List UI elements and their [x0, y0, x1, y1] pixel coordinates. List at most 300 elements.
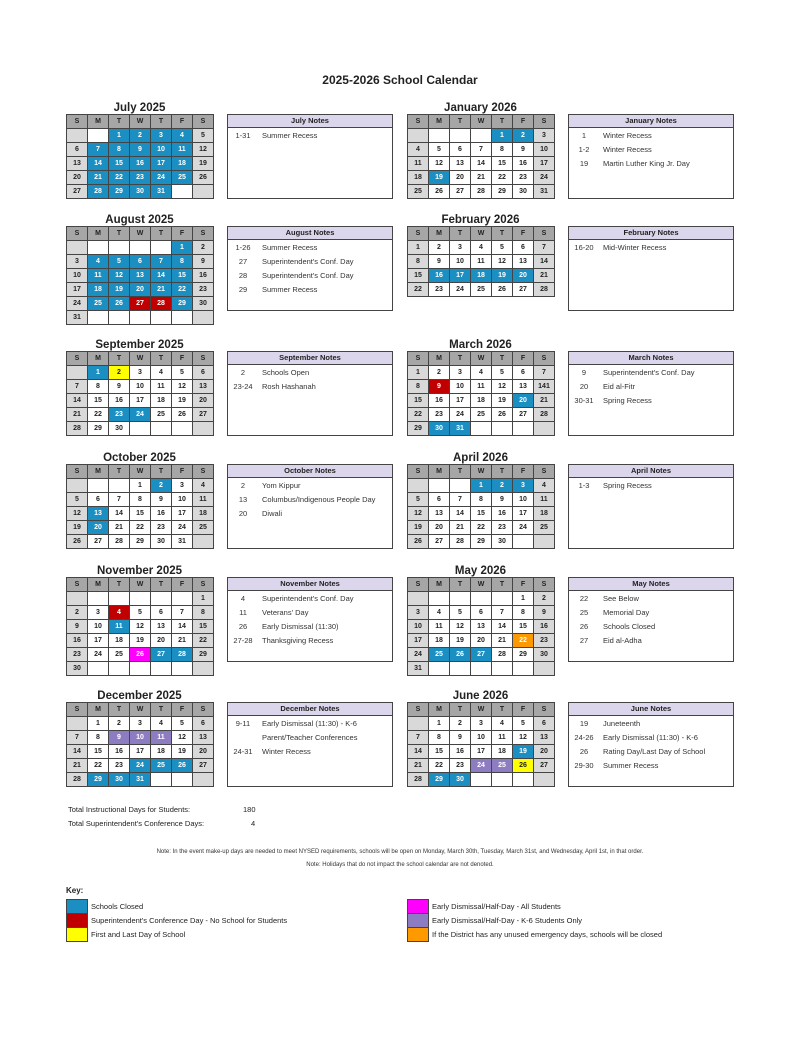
day-cell[interactable]: 12 [450, 620, 470, 633]
day-cell[interactable]: 26 [450, 648, 470, 661]
day-cell[interactable]: 14 [534, 255, 554, 268]
day-cell[interactable]: 4 [471, 366, 491, 379]
day-cell[interactable]: 24 [130, 408, 150, 421]
day-cell[interactable]: 7 [408, 731, 428, 744]
day-cell[interactable]: 23 [534, 634, 554, 647]
day-cell[interactable]: 8 [88, 380, 108, 393]
day-cell[interactable]: 28 [67, 422, 87, 435]
day-cell[interactable]: 19 [67, 521, 87, 534]
day-cell[interactable]: 1 [109, 129, 129, 142]
day-cell[interactable]: 22 [109, 171, 129, 184]
day-cell[interactable]: 18 [429, 634, 449, 647]
day-cell[interactable]: 23 [130, 171, 150, 184]
day-cell[interactable]: 11 [109, 620, 129, 633]
day-cell[interactable]: 9 [109, 731, 129, 744]
day-cell[interactable]: 28 [67, 773, 87, 786]
day-cell[interactable]: 26 [492, 283, 512, 296]
day-cell[interactable]: 24 [534, 171, 554, 184]
day-cell[interactable]: 10 [471, 731, 491, 744]
day-cell[interactable]: 28 [450, 535, 470, 548]
day-cell[interactable]: 28 [88, 185, 108, 198]
day-cell[interactable]: 17 [513, 507, 533, 520]
day-cell[interactable]: 17 [151, 157, 171, 170]
day-cell[interactable]: 26 [408, 535, 428, 548]
day-cell[interactable]: 19 [109, 283, 129, 296]
day-cell[interactable]: 15 [130, 507, 150, 520]
day-cell[interactable]: 26 [492, 408, 512, 421]
day-cell[interactable]: 8 [492, 143, 512, 156]
day-cell[interactable]: 20 [534, 745, 554, 758]
day-cell[interactable]: 3 [450, 241, 470, 254]
day-cell[interactable]: 5 [109, 255, 129, 268]
day-cell[interactable]: 22 [172, 283, 192, 296]
day-cell[interactable]: 18 [151, 745, 171, 758]
day-cell[interactable]: 31 [534, 185, 554, 198]
day-cell[interactable]: 20 [450, 171, 470, 184]
day-cell[interactable]: 26 [130, 648, 150, 661]
day-cell[interactable]: 22 [513, 634, 533, 647]
day-cell[interactable]: 18 [88, 283, 108, 296]
day-cell[interactable]: 6 [193, 366, 213, 379]
day-cell[interactable]: 4 [408, 143, 428, 156]
day-cell[interactable]: 13 [67, 157, 87, 170]
day-cell[interactable]: 19 [172, 745, 192, 758]
day-cell[interactable]: 2 [109, 717, 129, 730]
day-cell[interactable]: 30 [429, 422, 449, 435]
day-cell[interactable]: 5 [193, 129, 213, 142]
day-cell[interactable]: 22 [471, 521, 491, 534]
day-cell[interactable]: 6 [67, 143, 87, 156]
day-cell[interactable]: 1 [513, 592, 533, 605]
day-cell[interactable]: 12 [67, 507, 87, 520]
day-cell[interactable]: 18 [492, 745, 512, 758]
day-cell[interactable]: 3 [513, 479, 533, 492]
day-cell[interactable]: 27 [471, 648, 491, 661]
day-cell[interactable]: 2 [513, 129, 533, 142]
day-cell[interactable]: 21 [408, 759, 428, 772]
day-cell[interactable]: 7 [450, 493, 470, 506]
day-cell[interactable]: 3 [67, 255, 87, 268]
day-cell[interactable]: 29 [408, 422, 428, 435]
day-cell[interactable]: 12 [172, 731, 192, 744]
day-cell[interactable]: 12 [130, 620, 150, 633]
day-cell[interactable]: 27 [88, 535, 108, 548]
day-cell[interactable]: 26 [67, 535, 87, 548]
day-cell[interactable]: 26 [429, 185, 449, 198]
day-cell[interactable]: 10 [172, 493, 192, 506]
day-cell[interactable]: 21 [88, 171, 108, 184]
day-cell[interactable]: 17 [534, 157, 554, 170]
day-cell[interactable]: 7 [534, 366, 554, 379]
day-cell[interactable]: 19 [492, 394, 512, 407]
day-cell[interactable]: 16 [429, 269, 449, 282]
day-cell[interactable]: 8 [109, 143, 129, 156]
day-cell[interactable]: 1 [408, 241, 428, 254]
day-cell[interactable]: 28 [172, 648, 192, 661]
day-cell[interactable]: 29 [109, 185, 129, 198]
day-cell[interactable]: 9 [130, 143, 150, 156]
day-cell[interactable]: 25 [109, 648, 129, 661]
day-cell[interactable]: 15 [193, 620, 213, 633]
day-cell[interactable]: 15 [429, 745, 449, 758]
day-cell[interactable]: 3 [88, 606, 108, 619]
day-cell[interactable]: 14 [492, 620, 512, 633]
day-cell[interactable]: 28 [492, 648, 512, 661]
day-cell[interactable]: 8 [408, 255, 428, 268]
day-cell[interactable]: 20 [193, 745, 213, 758]
day-cell[interactable]: 14 [67, 745, 87, 758]
day-cell[interactable]: 29 [429, 773, 449, 786]
day-cell[interactable]: 5 [67, 493, 87, 506]
day-cell[interactable]: 11 [151, 380, 171, 393]
day-cell[interactable]: 12 [513, 731, 533, 744]
day-cell[interactable]: 2 [534, 592, 554, 605]
day-cell[interactable]: 20 [67, 171, 87, 184]
day-cell[interactable]: 12 [429, 157, 449, 170]
day-cell[interactable]: 16 [534, 620, 554, 633]
day-cell[interactable]: 21 [172, 634, 192, 647]
day-cell[interactable]: 29 [88, 422, 108, 435]
day-cell[interactable]: 10 [450, 255, 470, 268]
day-cell[interactable]: 8 [193, 606, 213, 619]
day-cell[interactable]: 20 [151, 634, 171, 647]
day-cell[interactable]: 9 [513, 143, 533, 156]
day-cell[interactable]: 29 [513, 648, 533, 661]
day-cell[interactable]: 19 [429, 171, 449, 184]
day-cell[interactable]: 8 [408, 380, 428, 393]
day-cell[interactable]: 4 [193, 479, 213, 492]
day-cell[interactable]: 4 [151, 366, 171, 379]
day-cell[interactable]: 15 [109, 157, 129, 170]
day-cell[interactable]: 11 [88, 269, 108, 282]
day-cell[interactable]: 27 [193, 408, 213, 421]
day-cell[interactable]: 26 [172, 408, 192, 421]
day-cell[interactable]: 25 [471, 408, 491, 421]
day-cell[interactable]: 6 [193, 717, 213, 730]
day-cell[interactable]: 27 [429, 535, 449, 548]
day-cell[interactable]: 16 [151, 507, 171, 520]
day-cell[interactable]: 20 [429, 521, 449, 534]
day-cell[interactable]: 141 [534, 380, 554, 393]
day-cell[interactable]: 31 [450, 422, 470, 435]
day-cell[interactable]: 24 [151, 171, 171, 184]
day-cell[interactable]: 16 [513, 157, 533, 170]
day-cell[interactable]: 2 [151, 479, 171, 492]
day-cell[interactable]: 13 [88, 507, 108, 520]
day-cell[interactable]: 19 [130, 634, 150, 647]
day-cell[interactable]: 21 [67, 759, 87, 772]
day-cell[interactable]: 5 [492, 241, 512, 254]
day-cell[interactable]: 13 [471, 620, 491, 633]
day-cell[interactable]: 17 [130, 394, 150, 407]
day-cell[interactable]: 22 [429, 759, 449, 772]
day-cell[interactable]: 17 [130, 745, 150, 758]
day-cell[interactable]: 11 [172, 143, 192, 156]
day-cell[interactable]: 11 [492, 731, 512, 744]
day-cell[interactable]: 25 [492, 759, 512, 772]
day-cell[interactable]: 27 [193, 759, 213, 772]
day-cell[interactable]: 3 [130, 717, 150, 730]
day-cell[interactable]: 5 [408, 493, 428, 506]
day-cell[interactable]: 3 [534, 129, 554, 142]
day-cell[interactable]: 7 [534, 241, 554, 254]
day-cell[interactable]: 18 [151, 394, 171, 407]
day-cell[interactable]: 25 [172, 171, 192, 184]
day-cell[interactable]: 19 [513, 745, 533, 758]
day-cell[interactable]: 17 [471, 745, 491, 758]
day-cell[interactable]: 30 [109, 422, 129, 435]
day-cell[interactable]: 5 [513, 717, 533, 730]
day-cell[interactable]: 22 [492, 171, 512, 184]
day-cell[interactable]: 18 [193, 507, 213, 520]
day-cell[interactable]: 15 [408, 394, 428, 407]
day-cell[interactable]: 23 [450, 759, 470, 772]
day-cell[interactable]: 13 [450, 157, 470, 170]
day-cell[interactable]: 23 [492, 521, 512, 534]
day-cell[interactable]: 1 [172, 241, 192, 254]
day-cell[interactable]: 24 [67, 297, 87, 310]
day-cell[interactable]: 2 [109, 366, 129, 379]
day-cell[interactable]: 6 [88, 493, 108, 506]
day-cell[interactable]: 12 [408, 507, 428, 520]
day-cell[interactable]: 7 [471, 143, 491, 156]
day-cell[interactable]: 2 [67, 606, 87, 619]
day-cell[interactable]: 20 [471, 634, 491, 647]
day-cell[interactable]: 31 [172, 535, 192, 548]
day-cell[interactable]: 25 [193, 521, 213, 534]
day-cell[interactable]: 5 [172, 717, 192, 730]
day-cell[interactable]: 11 [429, 620, 449, 633]
day-cell[interactable]: 24 [88, 648, 108, 661]
day-cell[interactable]: 19 [408, 521, 428, 534]
day-cell[interactable]: 6 [130, 255, 150, 268]
day-cell[interactable]: 5 [172, 366, 192, 379]
day-cell[interactable]: 14 [172, 620, 192, 633]
day-cell[interactable]: 23 [109, 408, 129, 421]
day-cell[interactable]: 17 [88, 634, 108, 647]
day-cell[interactable]: 22 [408, 283, 428, 296]
day-cell[interactable]: 3 [172, 479, 192, 492]
day-cell[interactable]: 8 [471, 493, 491, 506]
day-cell[interactable]: 10 [408, 620, 428, 633]
day-cell[interactable]: 7 [88, 143, 108, 156]
day-cell[interactable]: 4 [88, 255, 108, 268]
day-cell[interactable]: 13 [193, 731, 213, 744]
day-cell[interactable]: 18 [534, 507, 554, 520]
day-cell[interactable]: 30 [513, 185, 533, 198]
day-cell[interactable]: 11 [193, 493, 213, 506]
day-cell[interactable]: 11 [471, 380, 491, 393]
day-cell[interactable]: 8 [172, 255, 192, 268]
day-cell[interactable]: 21 [450, 521, 470, 534]
day-cell[interactable]: 13 [151, 620, 171, 633]
day-cell[interactable]: 2 [492, 479, 512, 492]
day-cell[interactable]: 27 [534, 759, 554, 772]
day-cell[interactable]: 10 [450, 380, 470, 393]
day-cell[interactable]: 11 [471, 255, 491, 268]
day-cell[interactable]: 27 [513, 408, 533, 421]
day-cell[interactable]: 9 [492, 493, 512, 506]
day-cell[interactable]: 8 [429, 731, 449, 744]
day-cell[interactable]: 8 [513, 606, 533, 619]
day-cell[interactable]: 16 [109, 394, 129, 407]
day-cell[interactable]: 1 [130, 479, 150, 492]
day-cell[interactable]: 10 [534, 143, 554, 156]
day-cell[interactable]: 21 [534, 394, 554, 407]
day-cell[interactable]: 13 [429, 507, 449, 520]
day-cell[interactable]: 27 [151, 648, 171, 661]
day-cell[interactable]: 3 [471, 717, 491, 730]
day-cell[interactable]: 30 [109, 773, 129, 786]
day-cell[interactable]: 25 [534, 521, 554, 534]
day-cell[interactable]: 1 [408, 366, 428, 379]
day-cell[interactable]: 14 [109, 507, 129, 520]
day-cell[interactable]: 10 [130, 380, 150, 393]
day-cell[interactable]: 31 [151, 185, 171, 198]
day-cell[interactable]: 1 [88, 717, 108, 730]
day-cell[interactable]: 30 [534, 648, 554, 661]
day-cell[interactable]: 16 [130, 157, 150, 170]
day-cell[interactable]: 24 [471, 759, 491, 772]
day-cell[interactable]: 14 [88, 157, 108, 170]
day-cell[interactable]: 2 [193, 241, 213, 254]
day-cell[interactable]: 22 [130, 521, 150, 534]
day-cell[interactable]: 18 [172, 157, 192, 170]
day-cell[interactable]: 10 [88, 620, 108, 633]
day-cell[interactable]: 30 [450, 773, 470, 786]
day-cell[interactable]: 4 [172, 129, 192, 142]
day-cell[interactable]: 31 [67, 311, 87, 324]
day-cell[interactable]: 27 [67, 185, 87, 198]
day-cell[interactable]: 2 [450, 717, 470, 730]
day-cell[interactable]: 1 [429, 717, 449, 730]
day-cell[interactable]: 13 [534, 731, 554, 744]
day-cell[interactable]: 4 [492, 717, 512, 730]
day-cell[interactable]: 29 [492, 185, 512, 198]
day-cell[interactable]: 2 [429, 366, 449, 379]
day-cell[interactable]: 24 [450, 408, 470, 421]
day-cell[interactable]: 28 [408, 773, 428, 786]
day-cell[interactable]: 28 [534, 283, 554, 296]
day-cell[interactable]: 15 [88, 745, 108, 758]
day-cell[interactable]: 1 [88, 366, 108, 379]
day-cell[interactable]: 15 [471, 507, 491, 520]
day-cell[interactable]: 18 [109, 634, 129, 647]
day-cell[interactable]: 17 [450, 394, 470, 407]
day-cell[interactable]: 27 [130, 297, 150, 310]
day-cell[interactable]: 13 [130, 269, 150, 282]
day-cell[interactable]: 15 [408, 269, 428, 282]
day-cell[interactable]: 29 [193, 648, 213, 661]
day-cell[interactable]: 21 [471, 171, 491, 184]
day-cell[interactable]: 1 [471, 479, 491, 492]
day-cell[interactable]: 7 [172, 606, 192, 619]
day-cell[interactable]: 26 [109, 297, 129, 310]
day-cell[interactable]: 20 [88, 521, 108, 534]
day-cell[interactable]: 13 [513, 255, 533, 268]
day-cell[interactable]: 11 [408, 157, 428, 170]
day-cell[interactable]: 14 [471, 157, 491, 170]
day-cell[interactable]: 5 [130, 606, 150, 619]
day-cell[interactable]: 5 [450, 606, 470, 619]
day-cell[interactable]: 9 [450, 731, 470, 744]
day-cell[interactable]: 9 [151, 493, 171, 506]
day-cell[interactable]: 14 [151, 269, 171, 282]
day-cell[interactable]: 17 [172, 507, 192, 520]
day-cell[interactable]: 24 [408, 648, 428, 661]
day-cell[interactable]: 23 [429, 283, 449, 296]
day-cell[interactable]: 25 [429, 648, 449, 661]
day-cell[interactable]: 17 [408, 634, 428, 647]
day-cell[interactable]: 25 [408, 185, 428, 198]
day-cell[interactable]: 30 [67, 662, 87, 675]
day-cell[interactable]: 24 [513, 521, 533, 534]
day-cell[interactable]: 23 [193, 283, 213, 296]
day-cell[interactable]: 22 [88, 759, 108, 772]
day-cell[interactable]: 23 [513, 171, 533, 184]
day-cell[interactable]: 6 [534, 717, 554, 730]
day-cell[interactable]: 28 [151, 297, 171, 310]
day-cell[interactable]: 21 [492, 634, 512, 647]
day-cell[interactable]: 3 [450, 366, 470, 379]
day-cell[interactable]: 5 [429, 143, 449, 156]
day-cell[interactable]: 7 [67, 380, 87, 393]
day-cell[interactable]: 31 [130, 773, 150, 786]
day-cell[interactable]: 19 [193, 157, 213, 170]
day-cell[interactable]: 30 [130, 185, 150, 198]
day-cell[interactable]: 20 [513, 269, 533, 282]
day-cell[interactable]: 4 [534, 479, 554, 492]
day-cell[interactable]: 4 [429, 606, 449, 619]
day-cell[interactable]: 13 [513, 380, 533, 393]
day-cell[interactable]: 27 [513, 283, 533, 296]
day-cell[interactable]: 27 [450, 185, 470, 198]
day-cell[interactable]: 12 [172, 380, 192, 393]
day-cell[interactable]: 19 [450, 634, 470, 647]
day-cell[interactable]: 25 [471, 283, 491, 296]
day-cell[interactable]: 28 [109, 535, 129, 548]
day-cell[interactable]: 2 [429, 241, 449, 254]
day-cell[interactable]: 16 [193, 269, 213, 282]
day-cell[interactable]: 11 [534, 493, 554, 506]
day-cell[interactable]: 2 [130, 129, 150, 142]
day-cell[interactable]: 9 [193, 255, 213, 268]
day-cell[interactable]: 23 [67, 648, 87, 661]
day-cell[interactable]: 6 [429, 493, 449, 506]
day-cell[interactable]: 29 [172, 297, 192, 310]
day-cell[interactable]: 4 [151, 717, 171, 730]
day-cell[interactable]: 19 [172, 394, 192, 407]
day-cell[interactable]: 16 [429, 394, 449, 407]
day-cell[interactable]: 18 [408, 171, 428, 184]
day-cell[interactable]: 17 [450, 269, 470, 282]
day-cell[interactable]: 20 [513, 394, 533, 407]
day-cell[interactable]: 21 [151, 283, 171, 296]
day-cell[interactable]: 8 [88, 731, 108, 744]
day-cell[interactable]: 7 [151, 255, 171, 268]
day-cell[interactable]: 6 [513, 366, 533, 379]
day-cell[interactable]: 6 [513, 241, 533, 254]
day-cell[interactable]: 30 [151, 535, 171, 548]
day-cell[interactable]: 21 [109, 521, 129, 534]
day-cell[interactable]: 25 [151, 759, 171, 772]
day-cell[interactable]: 3 [151, 129, 171, 142]
day-cell[interactable]: 3 [130, 366, 150, 379]
day-cell[interactable]: 14 [67, 394, 87, 407]
day-cell[interactable]: 7 [67, 731, 87, 744]
day-cell[interactable]: 24 [450, 283, 470, 296]
day-cell[interactable]: 29 [88, 773, 108, 786]
